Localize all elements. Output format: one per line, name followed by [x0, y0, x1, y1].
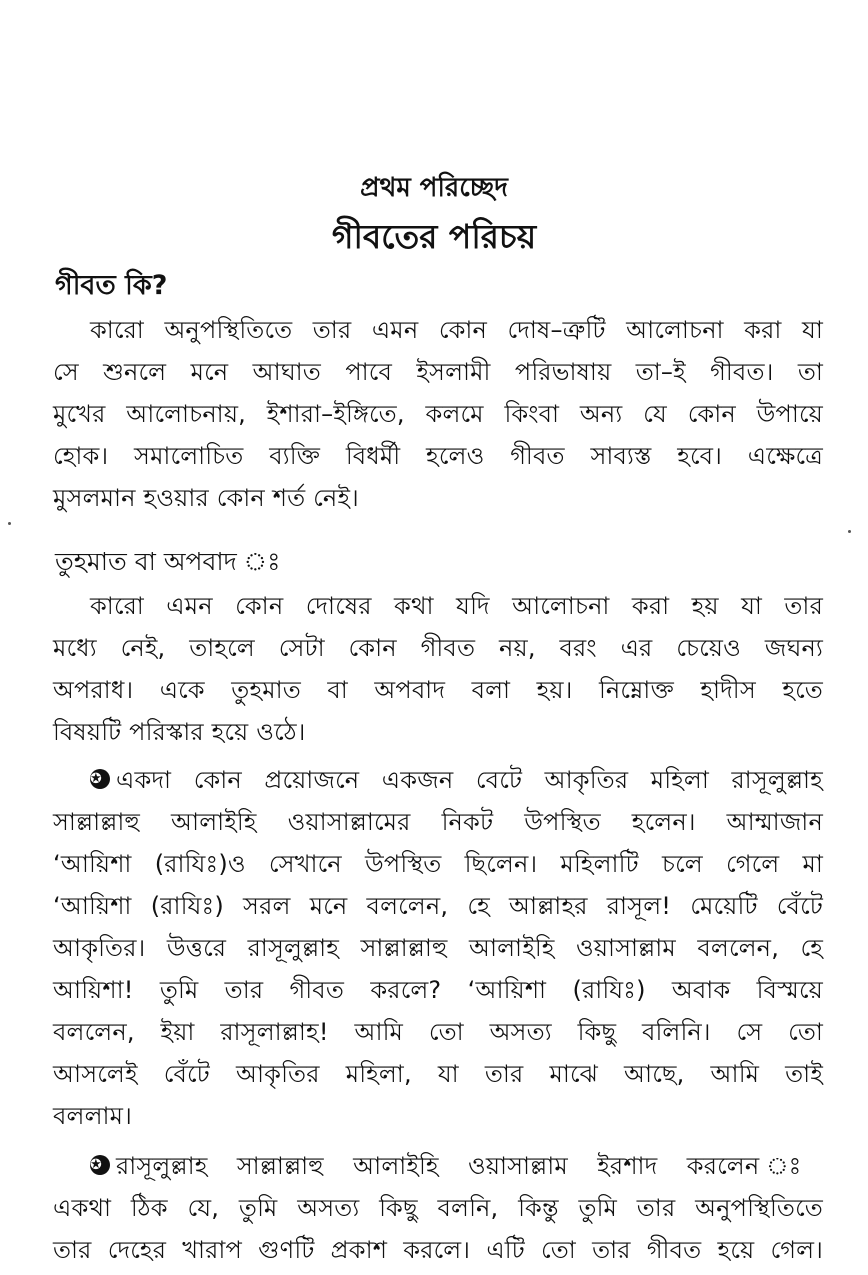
hadith-line: তার দেহের খারাপ গুণটি প্রকাশ করলে। এটি তো তার গীবত হয়ে গেল। — [53, 1236, 823, 1264]
paragraph-line: কারো অনুপস্থিতিতে তার এমন কোন দোষ–ত্রুটি আলোচনা করা যা — [90, 316, 823, 344]
paragraph-line: মুসলমান হওয়ার কোন শর্ত নেই। — [53, 484, 359, 512]
hadith-line: আকৃতির। উত্তরে রাসূলুল্লাহ সাল্লাল্লাহু আলাইহি ওয়াসাল্লাম বললেন, হে — [53, 934, 823, 962]
hadith-line: বললেন, ইয়া রাসূলাল্লাহ! আমি তো অসত্য কিছু বলিনি। সে তো — [53, 1018, 823, 1046]
chapter-label: প্রথম পরিচ্ছেদ — [360, 173, 508, 203]
paragraph-line: বিষয়টি পরিস্কার হয়ে ওঠে। — [53, 718, 306, 746]
hadith-line: ‘আয়িশা (রাযিঃ) সরল মনে বললেন, হে আল্লাহর রাসূল! মেয়েটি বেঁটে — [53, 892, 823, 920]
section-heading-tuhmat: তুহমাত বা অপবাদ ঃ — [55, 547, 281, 576]
paragraph-line: সে শুনলে মনে আঘাত পাবে ইসলামী পরিভাষায় তা–ই গীবত। তা — [53, 358, 823, 386]
paragraph-line: কারো এমন কোন দোষের কথা যদি আলোচনা করা হয় যা তার — [90, 592, 823, 620]
hadith-line: সাল্লাল্লাহু আলাইহি ওয়াসাল্লামের নিকট উপস্থিত হলেন। আম্মাজান — [53, 808, 823, 836]
hadith-line: ✪ একদা কোন প্রয়োজনে একজন বেটে আকৃতির মহিলা রাসূলুল্লাহ — [90, 766, 823, 794]
star-bullet-icon: ✪ — [90, 1155, 110, 1175]
hadith-line: একথা ঠিক যে, তুমি অসত্য কিছু বলনি, কিন্তু তুমি তার অনুপস্থিতিতে — [53, 1194, 823, 1222]
hadith-line: আসলেই বেঁটে আকৃতির মহিলা, যা তার মাঝে আছে, আমি তাই — [53, 1060, 823, 1088]
scan-speck — [8, 522, 11, 525]
paragraph-line: মুখের আলোচনায়, ইশারা–ইঙ্গিতে, কলমে কিংবা অন্য যে কোন উপায়ে — [53, 400, 823, 428]
paragraph-line: হোক। সমালোচিত ব্যক্তি বিধর্মী হলেও গীবত সাব্যস্ত হবে। এক্ষেত্রে — [53, 442, 823, 470]
hadith-line: ✪ রাসূলুল্লাহ সাল্লাল্লাহু আলাইহি ওয়াসাল্লাম ইরশাদ করলেন ঃ — [90, 1152, 823, 1180]
hadith-line: আয়িশা! তুমি তার গীবত করলে? ‘আয়িশা (রাযিঃ) অবাক বিস্ময়ে — [53, 976, 823, 1004]
star-bullet-icon: ✪ — [90, 769, 110, 789]
scan-speck — [848, 530, 851, 533]
hadith-line: বললাম। — [53, 1102, 132, 1130]
section-heading-what-is-gibat: গীবত কি? — [55, 270, 168, 301]
paragraph-line: অপরাধ। একে তুহমাত বা অপবাদ বলা হয়। নিম্নোক্ত হাদীস হতে — [53, 676, 823, 704]
chapter-title: গীবতের পরিচয় — [331, 217, 537, 256]
paragraph-line: মধ্যে নেই, তাহলে সেটা কোন গীবত নয়, বরং এর চেয়েও জঘন্য — [53, 634, 823, 662]
hadith-line: ‘আয়িশা (রাযিঃ)ও সেখানে উপস্থিত ছিলেন। মহিলাটি চলে গেলে মা — [53, 850, 823, 878]
